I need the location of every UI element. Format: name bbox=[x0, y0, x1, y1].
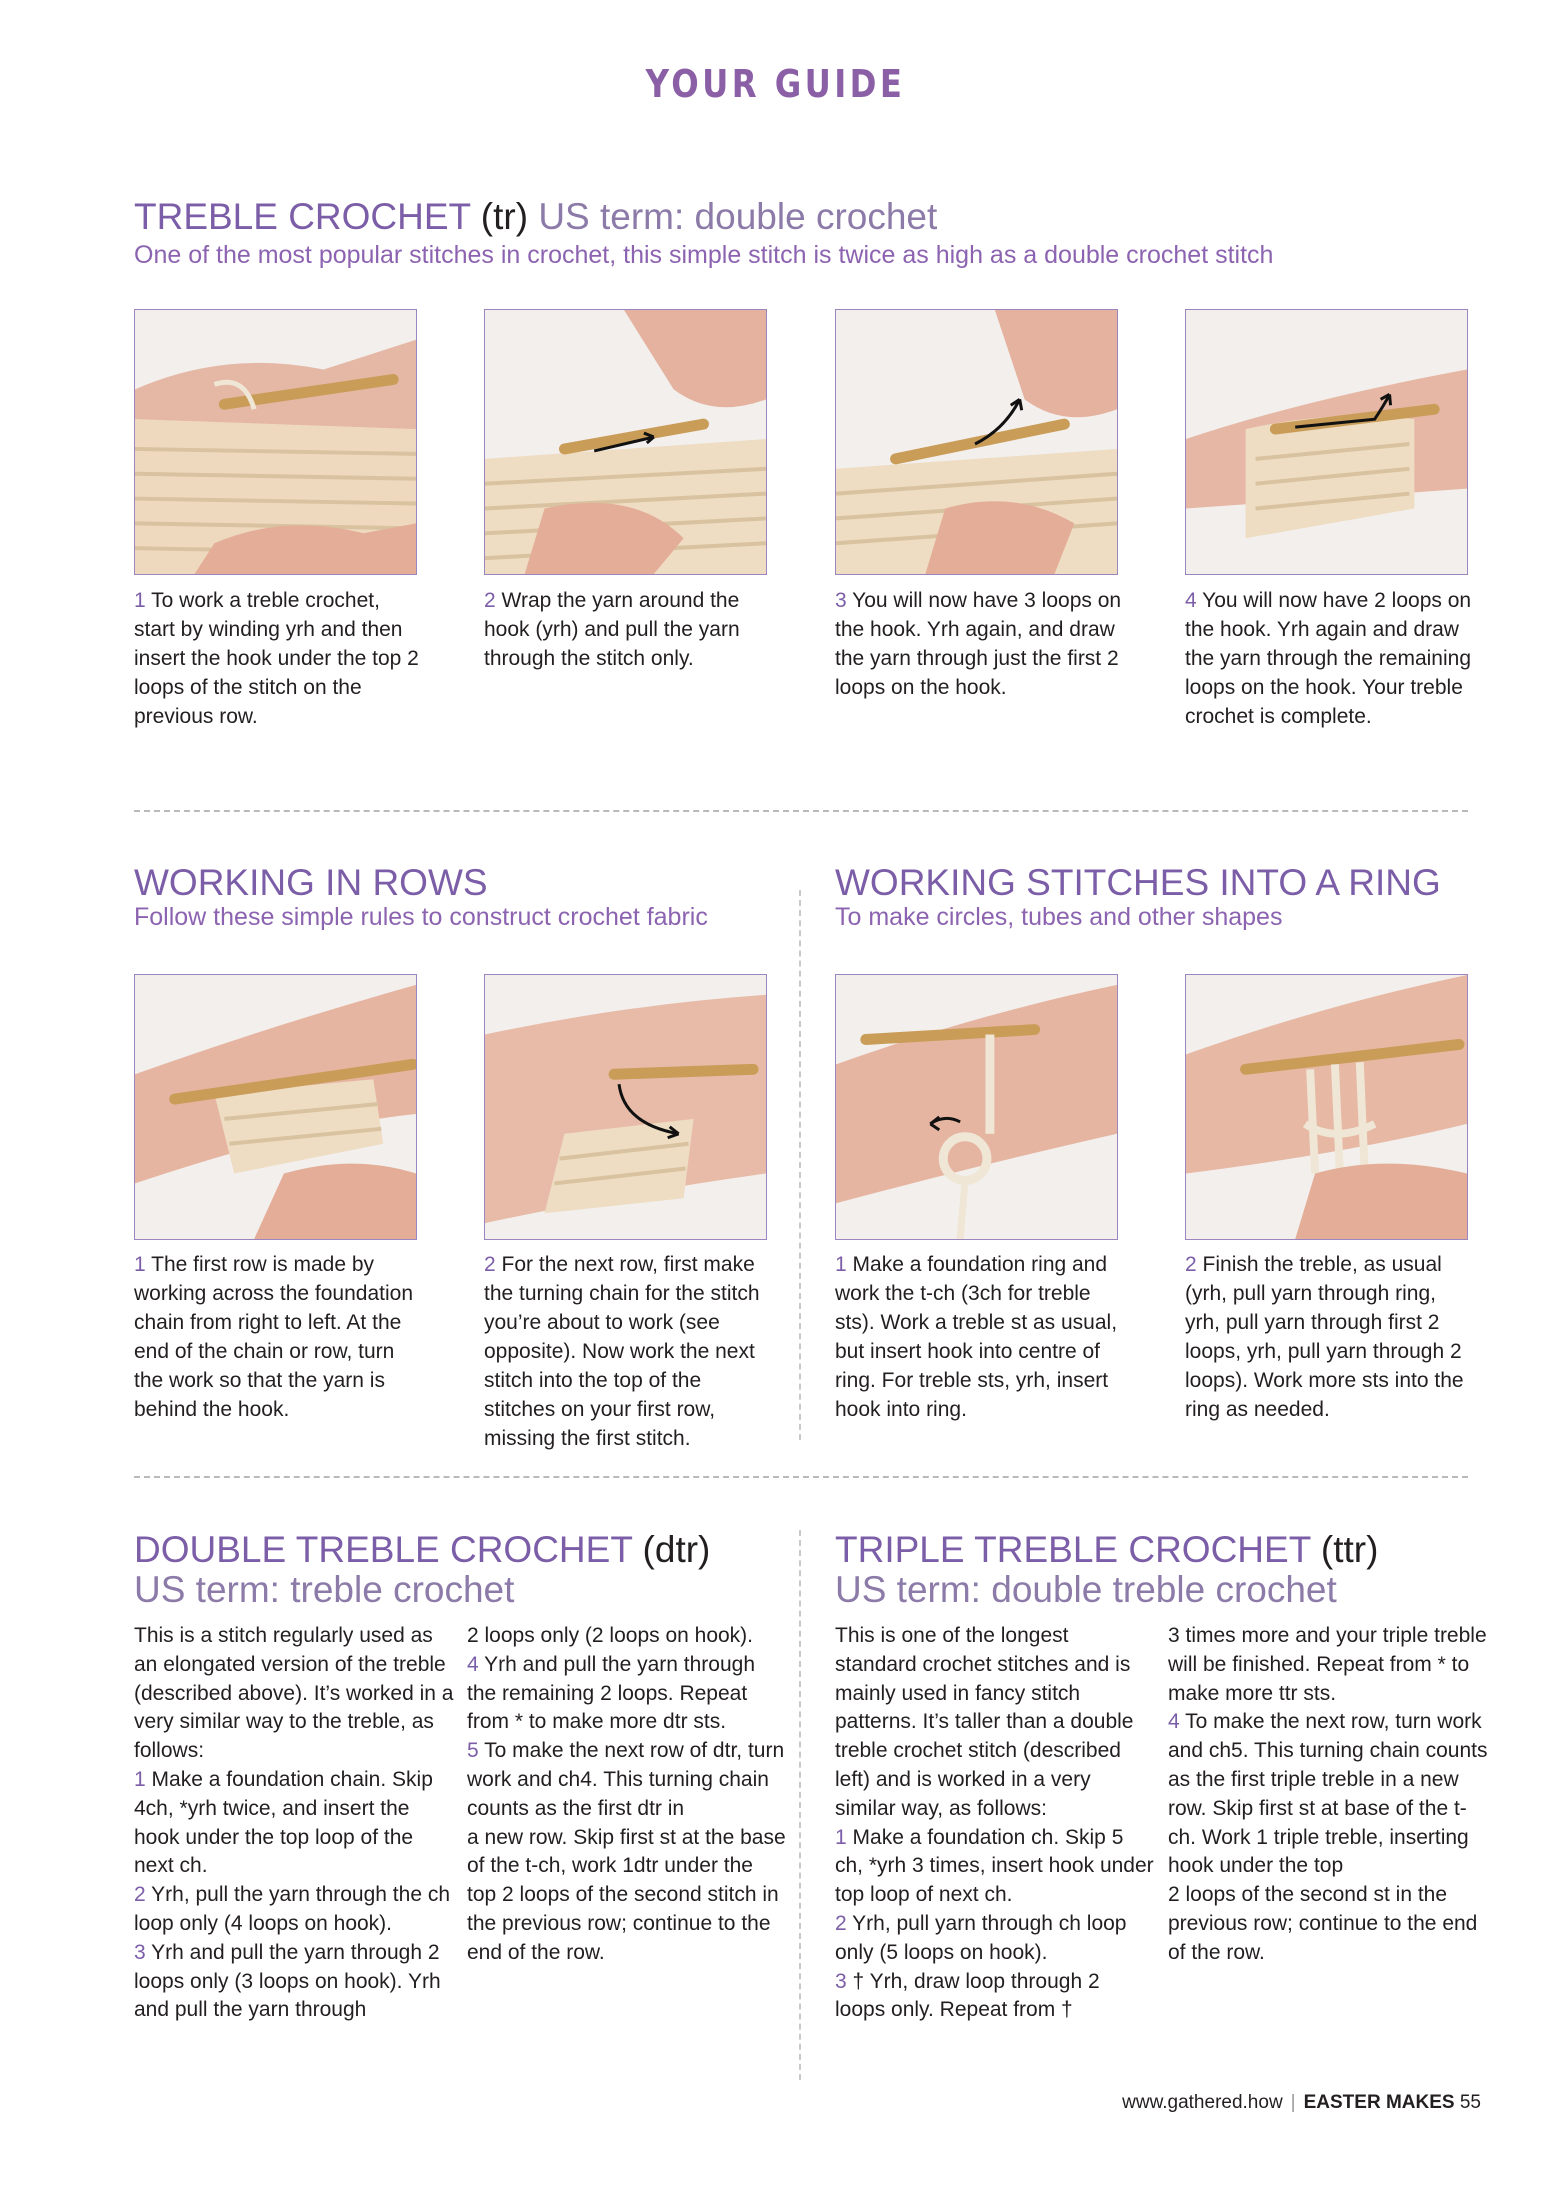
treble-title bbox=[134, 197, 937, 237]
paragraph bbox=[134, 1622, 454, 1766]
step-number: 2 bbox=[134, 1883, 146, 1907]
treble-title-text: TREBLE CROCHET bbox=[134, 196, 471, 237]
paragraph bbox=[1168, 1622, 1488, 1708]
paragraph-text: Make a foundation ch. Skip 5 ch, *yrh 3 times, insert hook under top loop of next ch. bbox=[835, 1825, 1154, 1907]
treble-step-2-photo bbox=[484, 309, 767, 575]
treble-step-2-caption bbox=[484, 586, 774, 673]
treble-step-3-caption bbox=[835, 586, 1125, 702]
ring-title: WORKING STITCHES INTO A RING bbox=[835, 862, 1441, 903]
rows-subtitle: Follow these simple rules to construct crochet fabric bbox=[134, 903, 708, 931]
paragraph bbox=[134, 1939, 454, 2025]
ring-step-2-photo bbox=[1185, 974, 1468, 1240]
paragraph-text: a new row. Skip first st at the base of the t-ch, work 1dtr under the top 2 loops of the second stitch in the previous row; continue to the end of the row. bbox=[467, 1825, 786, 1964]
step-text: You will now have 2 loops on the hook. Yrh again and draw the yarn through the remaining loops on the hook. Your treble crochet is complete. bbox=[1185, 589, 1472, 728]
paragraph bbox=[134, 1766, 454, 1881]
rows-step-1-photo bbox=[134, 974, 417, 1240]
rows-step-2-caption bbox=[484, 1250, 774, 1453]
paragraph-text: To make the next row, turn work and ch5. This turning chain counts as the first triple treble in a new row. Skip first st at base of the t-ch. Work 1 triple treble, inserting hook under the top bbox=[1168, 1710, 1488, 1878]
paragraph-text: 2 loops only (2 loops on hook). bbox=[467, 1624, 754, 1647]
dtr-title-text: DOUBLE TREBLE CROCHET bbox=[134, 1529, 633, 1570]
paragraph bbox=[1168, 1708, 1488, 1881]
step-text: You will now have 3 loops on the hook. Yrh again, and draw the yarn through just the first 2 loops on the hook. bbox=[835, 589, 1122, 699]
column-divider bbox=[799, 890, 801, 1440]
paragraph bbox=[1168, 1881, 1488, 1967]
step-number: 3 bbox=[835, 1969, 847, 1993]
step-number: 1 bbox=[835, 1825, 847, 1849]
page-header: YOUR GUIDE bbox=[645, 62, 906, 106]
step-text: For the next row, first make the turning chain for the stitch you’re about to work (see opposite). Now work the next stitch into the top of the stitches on your first row, missing the first stitch. bbox=[484, 1253, 760, 1450]
dtr-us-term: US term: treble crochet bbox=[134, 1569, 515, 1610]
divider bbox=[134, 1476, 1468, 1478]
ttr-column-1 bbox=[835, 1622, 1155, 2025]
step-number: 2 bbox=[835, 1911, 847, 1935]
step-text: Make a foundation ring and work the t-ch (3ch for treble sts). Work a treble st as usual, but insert hook into centre of ring. For treble sts, yrh, insert hook into ring. bbox=[835, 1253, 1118, 1421]
divider bbox=[134, 810, 1468, 812]
paragraph bbox=[835, 1910, 1155, 1968]
paragraph-text: This is a stitch regularly used as an elongated version of the treble (described above). It’s worked in a very similar way to the treble, as follows: bbox=[134, 1624, 454, 1763]
step-text: To work a treble crochet, start by winding yrh and then insert the hook under the top 2 loops of the stitch on the previous row. bbox=[134, 589, 419, 728]
ring-subtitle: To make circles, tubes and other shapes bbox=[835, 903, 1283, 931]
paragraph bbox=[467, 1824, 787, 1968]
step-text: The first row is made by working across the foundation chain from right to left. At the end of the chain or row, turn the work so that the yarn is behind the hook. bbox=[134, 1253, 413, 1421]
treble-abbr: (tr) bbox=[480, 196, 529, 237]
ttr-title bbox=[835, 1530, 1378, 1570]
ring-step-1-caption bbox=[835, 1250, 1125, 1424]
ttr-column-2 bbox=[1168, 1622, 1488, 1968]
dtr-abbr: (dtr) bbox=[642, 1529, 711, 1570]
rows-title: WORKING IN ROWS bbox=[134, 862, 488, 903]
step-number: 2 bbox=[1185, 1253, 1197, 1276]
step-number: 1 bbox=[134, 1767, 146, 1791]
paragraph bbox=[467, 1737, 787, 1823]
step-number: 3 bbox=[134, 1940, 146, 1964]
step-number: 3 bbox=[835, 589, 847, 612]
rows-step-1-caption bbox=[134, 1250, 424, 1424]
paragraph bbox=[835, 1622, 1155, 1824]
step-number: 4 bbox=[467, 1652, 479, 1676]
footer-separator: | bbox=[1290, 2092, 1296, 2113]
dtr-column-1 bbox=[134, 1622, 454, 2025]
paragraph bbox=[134, 1881, 454, 1939]
step-text: Wrap the yarn around the hook (yrh) and pull the yarn through the stitch only. bbox=[484, 589, 740, 670]
footer-url: www.gathered.how bbox=[1122, 2092, 1283, 2113]
dtr-column-2 bbox=[467, 1622, 787, 1968]
footer-magazine: EASTER MAKES bbox=[1303, 2092, 1455, 2113]
rows-step-2-photo bbox=[484, 974, 767, 1240]
paragraph bbox=[835, 1824, 1155, 1910]
ttr-title-text: TRIPLE TREBLE CROCHET bbox=[835, 1529, 1311, 1570]
column-divider bbox=[799, 1530, 801, 2080]
paragraph-text: 3 times more and your triple treble will be finished. Repeat from * to make more ttr sts. bbox=[1168, 1624, 1487, 1705]
treble-us-term: US term: double crochet bbox=[538, 196, 938, 237]
paragraph-text: 2 loops of the second st in the previous row; continue to the end of the row. bbox=[1168, 1883, 1478, 1964]
ttr-abbr: (ttr) bbox=[1320, 1529, 1379, 1570]
treble-step-3-photo bbox=[835, 309, 1118, 575]
paragraph-text: Yrh, pull the yarn through the ch loop only (4 loops on hook). bbox=[134, 1883, 451, 1935]
paragraph-text: Make a foundation chain. Skip 4ch, *yrh twice, and insert the hook under the top loop of the next ch. bbox=[134, 1767, 433, 1878]
treble-step-1-photo bbox=[134, 309, 417, 575]
treble-subtitle: One of the most popular stitches in crochet, this simple stitch is twice as high as a double crochet stitch bbox=[134, 241, 1274, 269]
ring-step-2-caption bbox=[1185, 1250, 1475, 1424]
step-number: 1 bbox=[134, 589, 146, 612]
treble-step-4-caption bbox=[1185, 586, 1475, 731]
step-number: 5 bbox=[467, 1739, 479, 1763]
paragraph-text: Yrh, pull yarn through ch loop only (5 loops on hook). bbox=[835, 1911, 1127, 1964]
step-text: Finish the treble, as usual (yrh, pull yarn through ring, yrh, pull yarn through first 2 loops, yrh, pull yarn through 2 loops). Work more sts into the ring as needed. bbox=[1185, 1253, 1464, 1421]
step-number: 2 bbox=[484, 589, 496, 612]
dtr-title bbox=[134, 1530, 710, 1570]
step-number: 2 bbox=[484, 1253, 496, 1276]
paragraph bbox=[467, 1622, 787, 1651]
ttr-us-term: US term: double treble crochet bbox=[835, 1569, 1337, 1610]
footer-page-number: 55 bbox=[1459, 2092, 1481, 2113]
treble-step-4-photo bbox=[1185, 309, 1468, 575]
paragraph bbox=[835, 1968, 1155, 2026]
paragraph bbox=[467, 1651, 787, 1737]
paragraph-text: Yrh and pull the yarn through the remaining 2 loops. Repeat from * to make more dtr sts. bbox=[467, 1652, 756, 1734]
step-number: 1 bbox=[134, 1253, 146, 1276]
paragraph-text: Yrh and pull the yarn through 2 loops only (3 loops on hook). Yrh and pull the yarn through bbox=[134, 1940, 441, 2022]
treble-step-1-caption bbox=[134, 586, 424, 731]
paragraph-text: † Yrh, draw loop through 2 loops only. Repeat from † bbox=[835, 1969, 1100, 2022]
step-number: 4 bbox=[1168, 1710, 1180, 1734]
paragraph-text: To make the next row of dtr, turn work and ch4. This turning chain counts as the first dtr in bbox=[467, 1739, 785, 1820]
paragraph-text: This is one of the longest standard crochet stitches and is mainly used in fancy stitch patterns. It’s taller than a double treble crochet stitch (described left) and is worked in a very similar way, as follows: bbox=[835, 1624, 1134, 1820]
step-number: 1 bbox=[835, 1253, 847, 1276]
page-footer bbox=[1122, 2092, 1481, 2114]
ring-step-1-photo bbox=[835, 974, 1118, 1240]
step-number: 4 bbox=[1185, 589, 1197, 612]
